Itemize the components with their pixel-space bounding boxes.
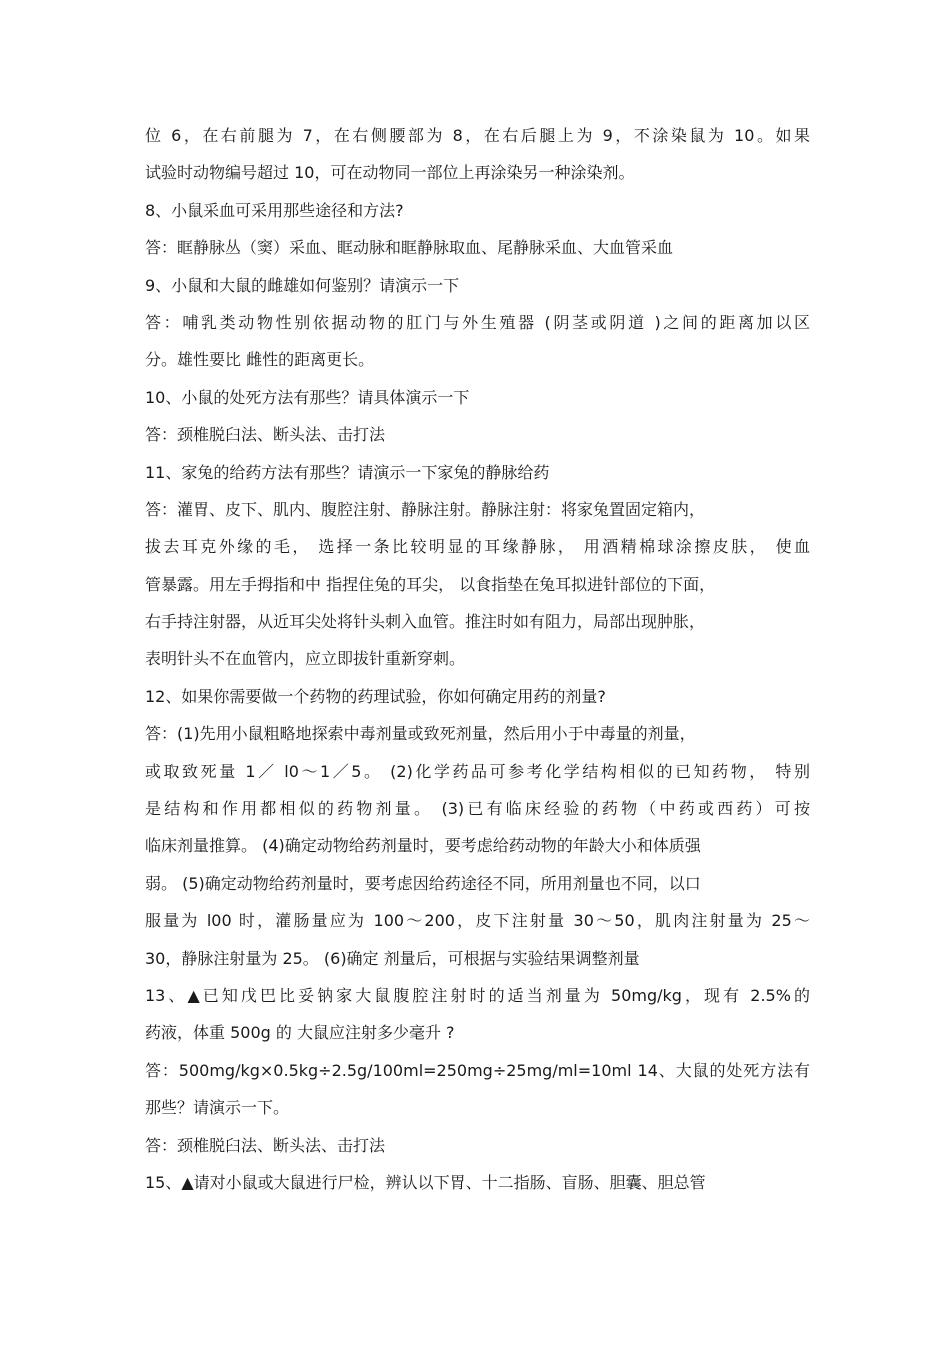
text-line: 11、家兔的给药方法有那些？请演示一下家兔的静脉给药 bbox=[145, 462, 550, 482]
text-line: 答：颈椎脱臼法、断头法、击打法 bbox=[145, 1135, 386, 1155]
text-line: 9、小鼠和大鼠的雌雄如何鉴别？请演示一下 bbox=[145, 275, 460, 295]
text-line: 表明针头不在血管内，应立即拔针重新穿刺。 bbox=[145, 649, 466, 669]
text-line: 15、▲请对小鼠或大鼠进行尸检，辨认以下胃、十二指肠、盲肠、胆囊、胆总管 bbox=[145, 1172, 706, 1192]
text-line: 答：(1)先用小鼠粗略地探索中毒剂量或致死剂量，然后用小于中毒量的剂量， bbox=[145, 724, 696, 744]
text-line: 那些？请演示一下。 bbox=[145, 1098, 290, 1118]
text-line: 右手持注射器，从近耳尖处将针头刺入血管。推注时如有阻力，局部出现肿胀， bbox=[145, 612, 706, 632]
text-line: 30，静脉注射量为 25。 (6)确定 剂量后，可根据与实验结果调整剂量 bbox=[145, 948, 640, 968]
text-line: 10、小鼠的处死方法有那些？请具体演示一下 bbox=[145, 387, 470, 407]
text-line: 12、如果你需要做一个药物的药理试验，你如何确定用药的剂量? bbox=[145, 686, 606, 706]
text-line: 试验时动物编号超过 10，可在动物同一部位上再涂染另一种涂染剂。 bbox=[145, 163, 635, 183]
text-line: 或取致死量 1／ l0～1／5。 (2)化学药品可参考化学结构相似的已知药物， 特别 bbox=[145, 761, 810, 781]
text-line: 答：眶静脉丛（窦）采血、眶动脉和眶静脉取血、尾静脉采血、大血管采血 bbox=[145, 238, 674, 258]
text-line: 药液，体重 500g 的 大鼠应注射多少毫升 ? bbox=[145, 1023, 455, 1043]
text-line: 分。雄性要比 雌性的距离更长。 bbox=[145, 350, 375, 370]
text-line: 答：颈椎脱臼法、断头法、击打法 bbox=[145, 425, 386, 445]
text-line: 弱。 (5)确定动物给药剂量时，要考虑因给药途径不同，所用剂量也不同，以口 bbox=[145, 873, 701, 893]
text-line: 拔去耳克外缘的毛， 选择一条比较明显的耳缘静脉， 用酒精棉球涂擦皮肤， 使血 bbox=[145, 537, 810, 557]
text-line: 8、小鼠采血可采用那些途径和方法? bbox=[145, 200, 404, 220]
text-line: 管暴露。用左手拇指和中 指捏住兔的耳尖， 以食指垫在兔耳拟进针部位的下面， bbox=[145, 574, 716, 594]
text-line: 临床剂量推算。 (4)确定动物给药剂量时，要考虑给药动物的年龄大小和体质强 bbox=[145, 836, 701, 856]
text-line: 是结构和作用都相似的药物剂量。 (3)已有临床经验的药物（中药或西药）可按 bbox=[145, 799, 810, 819]
text-line: 答：哺乳类动物性别依据动物的肛门与外生殖器 (阴茎或阴道 )之间的距离加以区 bbox=[145, 312, 810, 332]
text-line: 位 6，在右前腿为 7，在右侧腰部为 8，在右后腿上为 9，不涂染鼠为 10。如果 bbox=[145, 126, 810, 145]
document-body bbox=[145, 117, 810, 1201]
text-line: 答：灌胃、皮下、肌内、腹腔注射、静脉注射。静脉注射：将家兔置固定箱内， bbox=[145, 499, 706, 519]
text-line: 服量为 l00 时，灌肠量应为 100～200，皮下注射量 30～50，肌肉注射量为 25～ bbox=[145, 911, 810, 931]
text-line: 答：500mg/kg×0.5kg÷2.5g/100ml=250mg÷25mg/ml=10ml 14、大鼠的处死方法有 bbox=[145, 1060, 810, 1080]
text-line: 13、▲已知戊巴比妥钠家大鼠腹腔注射时的适当剂量为 50mg/kg，现有 2.5%的 bbox=[145, 985, 810, 1005]
